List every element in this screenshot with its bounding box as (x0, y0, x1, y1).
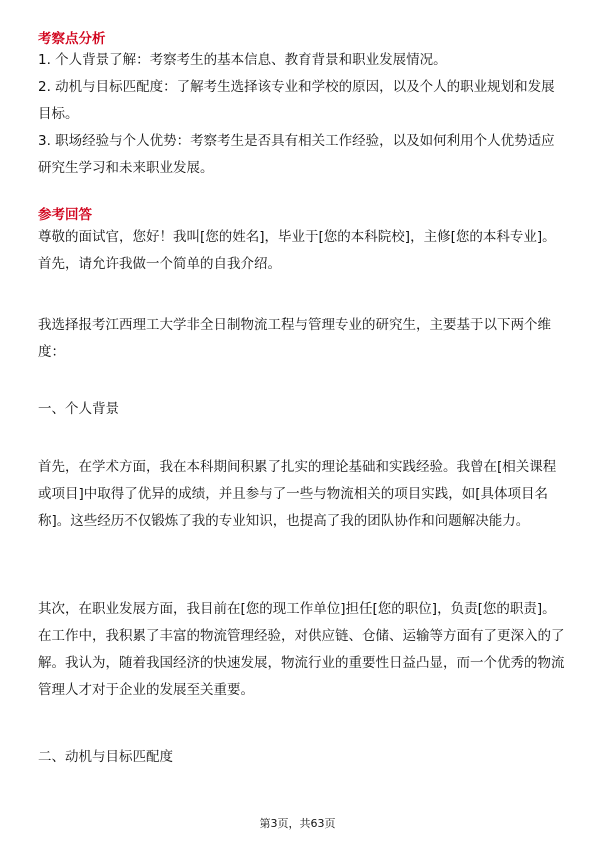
answer-heading: 参考回答 (38, 207, 92, 223)
answer-paragraph-academic: 首先，在学术方面，我在本科期间积累了扎实的理论基础和实践经验。我曾在[相关课程或项目]中取得了优异的成绩，并且参与了一些与物流相关的项目实践，如[具体项目名称]。这些经历不仅锻炼了我的专业知识，也提高了我的团队协作和问题解决能力。 (38, 459, 557, 529)
answer-paragraph-career: 其次，在职业发展方面，我目前在[您的现工作单位]担任[您的职位]，负责[您的职责]。在工作中，我积累了丰富的物流管理经验，对供应链、仓储、运输等方面有了更深入的了解。我认为，随着我国经济的快速发展，物流行业的重要性日益凸显，而一个优秀的物流管理人才对于企业的发展至关重要。 (38, 601, 565, 698)
page-number: 第3页，共63页 (259, 817, 336, 830)
analysis-item-3: 3. 职场经验与个人优势：考察考生是否具有相关工作经验，以及如何利用个人优势适应研究生学习和未来职业发展。 (38, 133, 555, 176)
section-heading-motivation: 二、动机与目标匹配度 (38, 749, 173, 765)
analysis-item-1: 1. 个人背景了解：考察考生的基本信息、教育背景和职业发展情况。 (38, 52, 447, 68)
answer-paragraph-intro: 尊敬的面试官，您好！我叫[您的姓名]，毕业于[您的本科院校]，主修[您的本科专业]。首先，请允许我做一个简单的自我介绍。 (38, 229, 556, 272)
answer-paragraph-motivation: 我选择报考江西理工大学非全日制物流工程与管理专业的研究生，主要基于以下两个维度： (38, 317, 551, 360)
analysis-item-2: 2. 动机与目标匹配度：了解考生选择该专业和学校的原因，以及个人的职业规划和发展目标。 (38, 79, 555, 122)
section-heading-background: 一、个人背景 (38, 401, 119, 417)
analysis-heading: 考察点分析 (38, 31, 106, 47)
